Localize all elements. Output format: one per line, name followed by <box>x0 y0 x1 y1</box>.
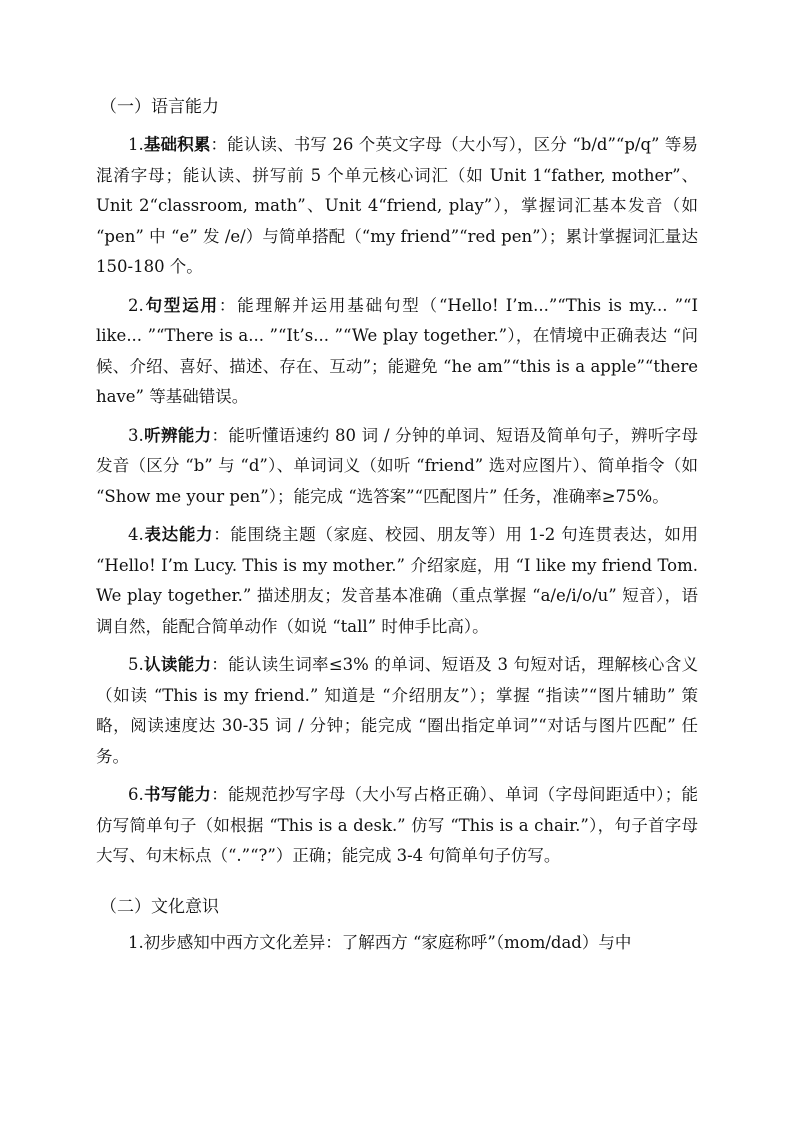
item-text: 能听懂语速约 80 词 / 分钟的单词、短语及简单句子，辨听字母发音（区分 “b” 与 “d”）、单词词义（如听 “friend” 选对应图片）、简单指令（如 “Show me your pen”）；能完成 “选答案”“匹配图片” 任务，准确率≥75%。 <box>96 425 699 506</box>
item-label: 句型运用 <box>143 295 219 315</box>
item-number: 4. <box>128 525 144 544</box>
item-reading-ability <box>96 650 698 772</box>
section-heading-cultural-awareness: （二）文化意识 <box>100 896 219 917</box>
item-separator: ： <box>218 295 238 315</box>
item-number: 1. <box>128 932 144 952</box>
item-sentence-usage <box>96 291 698 413</box>
item-label: 认读能力 <box>143 655 212 674</box>
item-number: 2. <box>128 295 144 315</box>
item-number: 6. <box>128 785 144 804</box>
item-separator: ： <box>213 525 231 544</box>
document-page <box>96 92 698 966</box>
item-text: 能理解并运用基础句型（“Hello! I’m...”“This is my... ”“I like... ”“There is a... ”“It’s... ”“We play together.”），在情境中正确表达 “问候、介绍、喜好、描述、存在、互动”；能避免 “he am”“this is a apple”“there have” 等基础错误。 <box>96 295 698 406</box>
item-label: 听辨能力 <box>143 425 212 445</box>
item-number: 3. <box>128 425 144 445</box>
item-cultural-differences <box>96 928 698 959</box>
section-heading-language-ability: （一）语言能力 <box>100 97 219 117</box>
item-listening-ability <box>96 421 698 513</box>
item-text: 能围绕主题（家庭、校园、朋友等）用 1-2 句连贯表达，如用 “Hello! I’m Lucy. This is my mother.” 介绍家庭，用 “I like my friend Tom. We play together.” 描述朋友；发音基本准确（重点掌握 “a/e/i/o/u” 短音），语调自然，能配合简单动作（如说 “tall” 时伸手比高）。 <box>96 525 699 636</box>
item-text: 能认读、书写 26 个英文字母（大小写），区分 “b/d”“p/q” 等易混淆字母；能认读、拼写前 5 个单元核心词汇（如 Unit 1“father, mother”、Unit 2“classroom, math”、Unit 4“friend, play”），掌握词汇基本发音（如 “pen” 中 “e” 发 /e/）与简单搭配（“my friend”“red pen”）；累计掌握词汇量达150-180 个。 <box>96 135 698 276</box>
item-text: 初步感知中西方文化差异：了解西方 “家庭称呼”（mom/dad）与中 <box>143 932 632 952</box>
item-separator: ： <box>211 785 228 804</box>
item-label: 基础积累 <box>143 135 211 154</box>
item-separator: ： <box>210 135 228 154</box>
item-label: 表达能力 <box>143 525 214 544</box>
item-separator: ： <box>211 425 229 445</box>
item-text: 能规范抄写字母（大小写占格正确）、单词（字母间距适中）；能仿写简单句子（如根据 “This is a desk.” 仿写 “This is a chair.”），句子首字母大写、句末标点（“.”“?”）正确；能完成 3-4 句简单句子仿写。 <box>96 785 699 865</box>
item-basic-accumulation <box>96 130 698 283</box>
item-number: 1. <box>128 135 144 154</box>
item-label: 书写能力 <box>143 785 212 804</box>
item-separator: ： <box>211 655 229 674</box>
item-text: 能认读生词率≤3% 的单词、短语及 3 句短对话，理解核心含义（如读 “This is my friend.” 知道是 “介绍朋友”）；掌握 “指读”“图片辅助” 策略，阅读速度达 30-35 词 / 分钟；能完成 “圈出指定单词”“对话与图片匹配” 任务。 <box>96 655 699 766</box>
item-expression-ability <box>96 520 698 642</box>
item-writing-ability <box>96 780 698 872</box>
item-number: 5. <box>128 655 144 674</box>
